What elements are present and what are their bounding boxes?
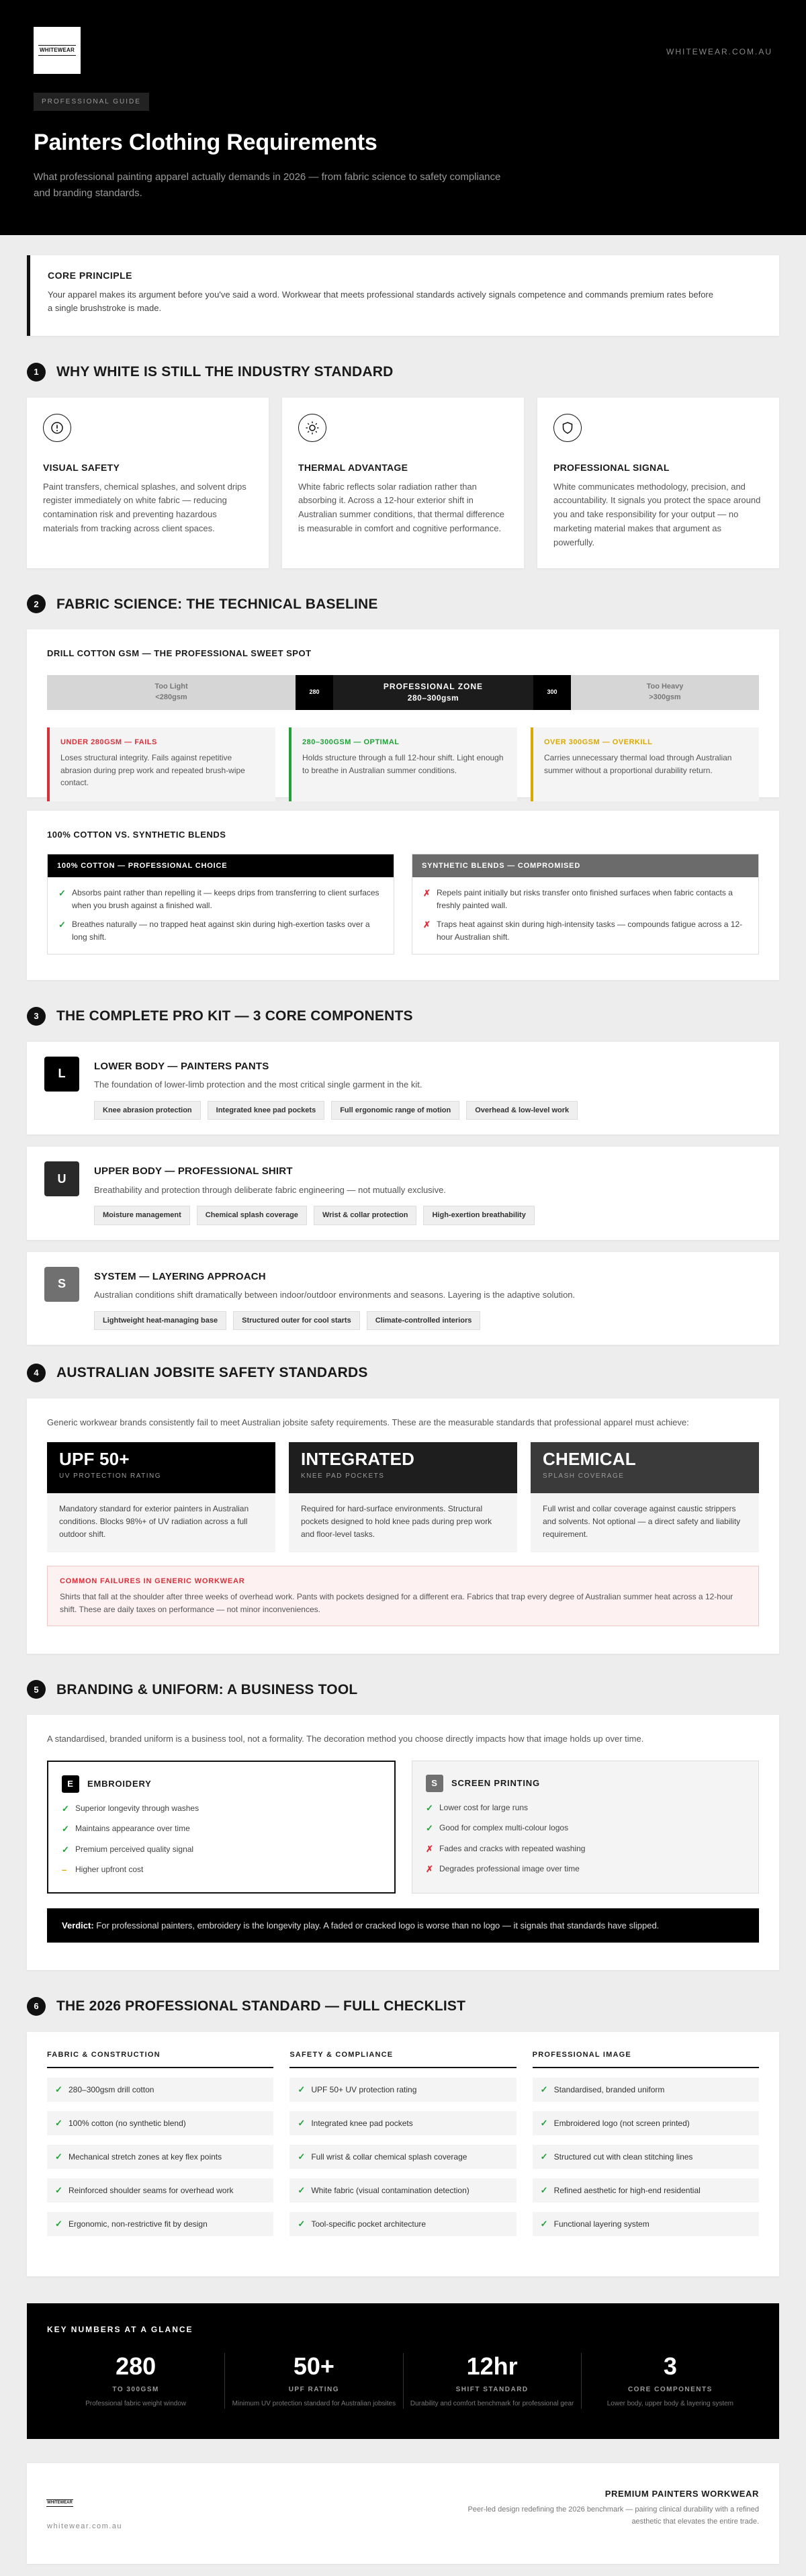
tag: Knee abrasion protection bbox=[94, 1101, 201, 1120]
check-icon: ✓ bbox=[58, 920, 66, 930]
shield-icon bbox=[553, 414, 582, 442]
blend-title: 100% COTTON VS. SYNTHETIC BLENDS bbox=[47, 830, 226, 840]
check-icon: ✓ bbox=[55, 2219, 62, 2229]
screen-printing-column bbox=[412, 1761, 759, 1894]
brand-logo[interactable] bbox=[34, 27, 81, 74]
stat-label: SHIFT STANDARD bbox=[455, 2386, 529, 2394]
list-item bbox=[423, 918, 748, 943]
kit-title: UPPER BODY — PROFESSIONAL SHIRT bbox=[94, 1165, 293, 1177]
standard-value: CHEMICAL bbox=[543, 1449, 636, 1469]
item-text: 280–300gsm drill cotton bbox=[69, 2085, 154, 2094]
list-item bbox=[58, 918, 383, 943]
stat-value: 280 bbox=[116, 2352, 156, 2380]
cotton-column bbox=[47, 854, 394, 955]
sun-icon bbox=[298, 414, 326, 442]
stat-item bbox=[404, 2353, 582, 2409]
checklist-item bbox=[289, 2178, 516, 2203]
item-text: Full wrist & collar chemical splash coverage bbox=[311, 2152, 467, 2162]
kit-tags bbox=[94, 1206, 535, 1225]
item-text: Tool-specific pocket architecture bbox=[311, 2219, 427, 2229]
decoration-comparison bbox=[47, 1761, 759, 1894]
page-title: Painters Clothing Requirements bbox=[34, 130, 377, 155]
zone-overkill bbox=[531, 727, 759, 801]
key-numbers-row bbox=[47, 2353, 759, 2409]
footer-logo[interactable] bbox=[47, 2495, 73, 2512]
footer-title: PREMIUM PAINTERS WORKWEAR bbox=[604, 2488, 759, 2499]
section-title: THE COMPLETE PRO KIT — 3 CORE COMPONENTS bbox=[56, 1008, 413, 1024]
checklist-item bbox=[533, 2145, 759, 2169]
core-text: Your apparel makes its argument before you've said a word. Workwear that meets professional standards actively signals competence and commands premium rates before a single brushstroke is made. bbox=[48, 290, 713, 313]
tag: Overhead & low-level work bbox=[466, 1101, 578, 1120]
section-3-heading bbox=[27, 1006, 779, 1027]
cross-icon: ✗ bbox=[423, 920, 431, 930]
key-numbers-panel bbox=[27, 2303, 779, 2439]
gsm-range: <280gsm bbox=[155, 693, 187, 701]
stat-label: TO 300GSM bbox=[112, 2386, 159, 2394]
standard-label: KNEE PAD POCKETS bbox=[301, 1472, 385, 1480]
card-text: White communicates methodology, precision, and accountability. It signals you protect the space around you and take responsibility for your output — no marketing material makes that argument as powerfully. bbox=[553, 481, 761, 547]
check-icon: ✓ bbox=[298, 2151, 306, 2162]
card-text: White fabric reflects solar radiation rather than absorbing it. Across a 12-hour exterior shift in Australian summer conditions, that thermal difference is measurable in comfort and cognitive performance. bbox=[298, 481, 504, 533]
checklist-item bbox=[289, 2111, 516, 2135]
card-text: Paint transfers, chemical splashes, and solvent drips register immediately on white fabric — reducing contamination risk and preventing hazardous materials from tracking across client spaces. bbox=[43, 481, 247, 533]
stat-desc: Lower body, upper body & layering system bbox=[607, 2400, 733, 2408]
check-icon: ✓ bbox=[540, 2118, 548, 2129]
section-number: 6 bbox=[27, 1997, 46, 2016]
standard-value: UPF 50+ bbox=[59, 1449, 130, 1469]
standard-text: Required for hard-surface environments. Structural pockets designed to hold knee pads during prep work and floor-level tasks. bbox=[301, 1504, 492, 1540]
stat-value: 12hr bbox=[466, 2352, 518, 2380]
footer-url[interactable]: whitewear.com.au bbox=[47, 2522, 123, 2530]
kit-tags bbox=[94, 1101, 578, 1120]
item-text: Breathes naturally — no trapped heat against skin during high-exertion tasks over a long shift. bbox=[72, 920, 370, 942]
item-text: 100% cotton (no synthetic blend) bbox=[69, 2119, 186, 2128]
card-thermal-advantage bbox=[282, 398, 524, 568]
item-text: Reinforced shoulder seams for overhead work bbox=[69, 2186, 234, 2195]
standard-header bbox=[47, 1442, 275, 1493]
list-item bbox=[58, 887, 383, 912]
list-item bbox=[62, 1822, 381, 1836]
checklist-item bbox=[533, 2078, 759, 2102]
section-number: 1 bbox=[27, 363, 46, 382]
kit-text: The foundation of lower-limb protection and the most critical single garment in the kit. bbox=[94, 1079, 422, 1090]
list-item bbox=[426, 1863, 745, 1876]
kit-title: SYSTEM — LAYERING APPROACH bbox=[94, 1270, 266, 1282]
tag: Wrist & collar protection bbox=[314, 1206, 417, 1225]
list-item bbox=[426, 1822, 745, 1835]
cross-icon: ✗ bbox=[423, 888, 431, 898]
embroidery-badge: E bbox=[62, 1775, 79, 1793]
item-text: Repels paint initially but risks transfer onto finished surfaces when fabric contacts a freshly painted wall. bbox=[437, 888, 733, 910]
zone-fails bbox=[47, 727, 275, 801]
card-title: VISUAL SAFETY bbox=[43, 461, 120, 473]
embroidery-column bbox=[47, 1761, 396, 1894]
column-title: EMBROIDERY bbox=[87, 1778, 152, 1789]
item-text: Higher upfront cost bbox=[75, 1865, 144, 1874]
gsm-title: DRILL COTTON GSM — THE PROFESSIONAL SWEET SPOT bbox=[47, 648, 312, 658]
stat-desc: Professional fabric weight window bbox=[85, 2400, 187, 2408]
synthetic-column bbox=[412, 854, 759, 955]
kit-badge: S bbox=[44, 1267, 79, 1302]
item-text: Standardised, branded uniform bbox=[553, 2085, 665, 2094]
item-text: Maintains appearance over time bbox=[75, 1824, 190, 1833]
item-text: Traps heat against skin during high-intensity tasks — compounds fatigue across a 12-hour Australian shift. bbox=[437, 920, 743, 942]
list-item bbox=[62, 1843, 381, 1857]
card-professional-signal bbox=[537, 398, 779, 568]
card-visual-safety bbox=[27, 398, 269, 568]
tag: Full ergonomic range of motion bbox=[331, 1101, 459, 1120]
branding-panel bbox=[27, 1715, 779, 1970]
embroidery-heading bbox=[62, 1775, 381, 1793]
tag: Lightweight heat-managing base bbox=[94, 1311, 226, 1331]
screen-printing-badge: S bbox=[426, 1775, 443, 1792]
check-icon: ✓ bbox=[55, 2084, 62, 2095]
tag: Chemical splash coverage bbox=[197, 1206, 307, 1225]
safety-intro: Generic workwear brands consistently fail to meet Australian jobsite safety requirements. These are the measurable standards that professional apparel must achieve: bbox=[47, 1417, 689, 1427]
check-icon: ✓ bbox=[58, 888, 66, 898]
item-text: Premium perceived quality signal bbox=[75, 1844, 194, 1854]
check-icon: ✓ bbox=[298, 2185, 306, 2196]
gsm-too-light bbox=[47, 675, 296, 710]
section-title: WHY WHITE IS STILL THE INDUSTRY STANDARD bbox=[56, 364, 394, 380]
page-footer bbox=[27, 2463, 779, 2564]
kit-upper-body bbox=[27, 1147, 779, 1240]
check-icon: ✓ bbox=[62, 1844, 69, 1855]
section-2-heading bbox=[27, 594, 779, 615]
check-icon: ✓ bbox=[55, 2185, 62, 2196]
section-4-heading bbox=[27, 1362, 779, 1384]
item-text: Embroidered logo (not screen printed) bbox=[553, 2119, 690, 2128]
screen-printing-heading bbox=[426, 1775, 745, 1792]
kit-badge: U bbox=[44, 1161, 79, 1196]
gsm-label: Too Light bbox=[154, 682, 188, 691]
check-icon: ✓ bbox=[540, 2219, 548, 2229]
section-number: 3 bbox=[27, 1007, 46, 1026]
checklist-item bbox=[533, 2212, 759, 2236]
section-1-heading bbox=[27, 361, 779, 383]
tag: Climate-controlled interiors bbox=[367, 1311, 481, 1331]
blend-comparison bbox=[47, 854, 759, 955]
verdict-label: Verdict: bbox=[62, 1920, 94, 1930]
gsm-label: Too Heavy bbox=[646, 682, 684, 691]
checklist-item bbox=[289, 2212, 516, 2236]
safety-panel bbox=[27, 1398, 779, 1654]
page-subtitle: What professional painting apparel actually demands in 2026 — from fabric science to safety compliance and branding standards. bbox=[34, 171, 501, 199]
key-numbers-title: KEY NUMBERS AT A GLANCE bbox=[47, 2324, 193, 2334]
footer-right bbox=[437, 2483, 759, 2548]
stat-label: UPF RATING bbox=[288, 2386, 340, 2394]
checklist-item bbox=[47, 2178, 273, 2203]
tag: Moisture management bbox=[94, 1206, 190, 1225]
gsm-range: 280–300gsm bbox=[407, 693, 459, 703]
item-text: Fades and cracks with repeated washing bbox=[439, 1843, 586, 1853]
list-item bbox=[426, 1802, 745, 1815]
standard-text: Full wrist and collar coverage against caustic strippers and solvents. Not optional — a direct safety and liability requirement. bbox=[543, 1504, 741, 1540]
list-item bbox=[426, 1842, 745, 1856]
tag: High-exertion breathability bbox=[423, 1206, 534, 1225]
cotton-header: 100% COTTON — PROFESSIONAL CHOICE bbox=[48, 854, 394, 878]
stat-item bbox=[225, 2353, 403, 2409]
stat-item bbox=[47, 2353, 225, 2409]
gsm-range: >300gsm bbox=[649, 693, 681, 701]
main-content bbox=[0, 235, 806, 2564]
kit-badge: L bbox=[44, 1057, 79, 1092]
checklist-item bbox=[533, 2178, 759, 2203]
why-white-cards bbox=[27, 398, 779, 568]
zone-optimal bbox=[289, 727, 517, 801]
item-text: Lower cost for large runs bbox=[439, 1802, 529, 1812]
section-5-heading bbox=[27, 1679, 779, 1701]
hero-top-bar bbox=[34, 27, 772, 74]
check-icon: ✓ bbox=[298, 2084, 306, 2095]
checklist-item bbox=[47, 2078, 273, 2102]
item-text: Absorbs paint rather than repelling it — keeps drips from transferring to client surfaces when you brush against a finished wall. bbox=[72, 888, 379, 910]
gsm-panel bbox=[27, 629, 779, 797]
cross-icon: ✗ bbox=[426, 1864, 433, 1874]
section-number: 5 bbox=[27, 1680, 46, 1699]
standard-text: Mandatory standard for exterior painters in Australian conditions. Blocks 98%+ of UV radiation across a full outdoor shift. bbox=[59, 1504, 249, 1540]
checklist-image bbox=[533, 2049, 759, 2237]
check-icon: ✓ bbox=[298, 2219, 306, 2229]
check-icon: ✓ bbox=[62, 1824, 69, 1834]
stat-label: CORE COMPONENTS bbox=[627, 2386, 713, 2394]
kit-tags bbox=[94, 1311, 575, 1331]
standard-upf bbox=[47, 1442, 275, 1552]
checklist-item bbox=[47, 2145, 273, 2169]
list-item bbox=[62, 1863, 381, 1877]
item-text: Structured cut with clean stitching lines bbox=[553, 2152, 693, 2162]
gsm-marker-low: 280 bbox=[296, 675, 333, 710]
guide-badge: PROFESSIONAL GUIDE bbox=[34, 93, 149, 111]
synthetic-header: SYNTHETIC BLENDS — COMPROMISED bbox=[412, 854, 758, 878]
zone-title: 280–300GSM — OPTIMAL bbox=[302, 738, 400, 746]
check-icon: ✓ bbox=[540, 2084, 548, 2095]
section-title: AUSTRALIAN JOBSITE SAFETY STANDARDS bbox=[56, 1365, 368, 1380]
alert-circle-icon bbox=[43, 414, 71, 442]
standard-label: UV PROTECTION RATING bbox=[59, 1472, 162, 1480]
common-failures-callout bbox=[47, 1566, 759, 1627]
stat-desc: Durability and comfort benchmark for professional gear bbox=[410, 2400, 574, 2408]
stat-value: 3 bbox=[663, 2352, 677, 2380]
core-principle-callout bbox=[27, 255, 779, 336]
kit-system-layering bbox=[27, 1252, 779, 1345]
item-text: Refined aesthetic for high-end residential bbox=[553, 2186, 701, 2195]
zone-text: Loses structural integrity. Fails against repetitive abrasion during prep work and repeated brush-wipe contact. bbox=[60, 753, 245, 788]
verdict-text: For professional painters, embroidery is the longevity play. A faded or cracked logo is worse than no logo — it signals that standards have slipped. bbox=[93, 1920, 660, 1930]
check-icon: ✓ bbox=[426, 1823, 433, 1833]
zone-title: UNDER 280GSM — FAILS bbox=[60, 738, 157, 746]
item-text: White fabric (visual contamination detection) bbox=[311, 2186, 469, 2195]
check-icon: ✓ bbox=[540, 2185, 548, 2196]
check-icon: ✓ bbox=[55, 2118, 62, 2129]
section-title: FABRIC SCIENCE: THE TECHNICAL BASELINE bbox=[56, 596, 378, 612]
gsm-label: PROFESSIONAL ZONE bbox=[383, 681, 484, 691]
standard-chemical bbox=[531, 1442, 759, 1552]
tag: Structured outer for cool starts bbox=[233, 1311, 360, 1331]
kit-lower-body bbox=[27, 1042, 779, 1135]
cross-icon: ✗ bbox=[426, 1843, 433, 1854]
blend-panel bbox=[27, 811, 779, 980]
verdict-banner bbox=[47, 1908, 759, 1943]
checklist-item bbox=[289, 2078, 516, 2102]
kit-text: Australian conditions shift dramatically between indoor/outdoor environments and seasons. Layering is the adaptive solution. bbox=[94, 1290, 576, 1300]
checklist-columns bbox=[47, 2049, 759, 2237]
stat-item bbox=[582, 2353, 759, 2409]
section-number: 2 bbox=[27, 594, 46, 613]
footer-text: Peer-led design redefining the 2026 benchmark — pairing clinical durability with a refined aesthetic that elevates the entire trade. bbox=[467, 2505, 759, 2526]
item-text: Good for complex multi-colour logos bbox=[439, 1823, 569, 1832]
list-item bbox=[423, 887, 748, 912]
logo-text: WHITEWEAR bbox=[38, 45, 76, 56]
footer-logo-text: WHITEWEAR bbox=[46, 2499, 73, 2507]
kit-title: LOWER BODY — PAINTERS PANTS bbox=[94, 1060, 269, 1072]
failures-title: COMMON FAILURES IN GENERIC WORKWEAR bbox=[60, 1576, 245, 1585]
item-text: Superior longevity through washes bbox=[75, 1803, 199, 1813]
item-text: Ergonomic, non-restrictive fit by design bbox=[69, 2219, 208, 2229]
section-6-heading bbox=[27, 1996, 779, 2017]
standard-knee-pads bbox=[289, 1442, 517, 1552]
card-title: THERMAL ADVANTAGE bbox=[298, 461, 408, 473]
check-icon: ✓ bbox=[298, 2118, 306, 2129]
checklist-item bbox=[47, 2212, 273, 2236]
core-title: CORE PRINCIPLE bbox=[48, 270, 133, 281]
safety-standards bbox=[47, 1442, 759, 1552]
section-title: THE 2026 PROFESSIONAL STANDARD — FULL CHECKLIST bbox=[56, 1998, 466, 2014]
hero-header bbox=[0, 0, 806, 235]
check-icon: ✓ bbox=[540, 2151, 548, 2162]
check-icon: ✓ bbox=[55, 2151, 62, 2162]
gsm-zones bbox=[47, 727, 759, 801]
gsm-scale-bar bbox=[47, 675, 759, 710]
section-number: 4 bbox=[27, 1364, 46, 1382]
standard-label: SPLASH COVERAGE bbox=[543, 1472, 625, 1480]
checklist-heading: FABRIC & CONSTRUCTION bbox=[47, 2049, 273, 2069]
checklist-heading: PROFESSIONAL IMAGE bbox=[533, 2049, 759, 2069]
stat-desc: Minimum UV protection standard for Australian jobsites bbox=[232, 2400, 396, 2408]
checklist-fabric bbox=[47, 2049, 273, 2237]
checklist-item bbox=[533, 2111, 759, 2135]
dash-icon: – bbox=[62, 1865, 67, 1875]
gsm-too-heavy bbox=[571, 675, 759, 710]
standard-value: INTEGRATED bbox=[301, 1449, 415, 1469]
item-text: Functional layering system bbox=[553, 2219, 650, 2229]
zone-text: Carries unnecessary thermal load through Australian summer without a proportional durability return. bbox=[544, 753, 732, 775]
item-text: Integrated knee pad pockets bbox=[311, 2119, 413, 2128]
standard-header bbox=[289, 1442, 517, 1493]
item-text: Mechanical stretch zones at key flex points bbox=[69, 2152, 222, 2162]
checklist-item bbox=[289, 2145, 516, 2169]
zone-text: Holds structure through a full 12-hour shift. Light enough to breathe in Australian summer conditions. bbox=[302, 753, 504, 775]
check-icon: ✓ bbox=[62, 1803, 69, 1814]
item-text: UPF 50+ UV protection rating bbox=[311, 2085, 417, 2094]
checklist-safety bbox=[289, 2049, 516, 2237]
checklist-heading: SAFETY & COMPLIANCE bbox=[289, 2049, 516, 2069]
footer-left bbox=[47, 2483, 122, 2548]
tag: Integrated knee pad pockets bbox=[208, 1101, 325, 1120]
list-item bbox=[62, 1802, 381, 1816]
column-title: SCREEN PRINTING bbox=[451, 1777, 540, 1788]
stat-value: 50+ bbox=[293, 2352, 334, 2380]
kit-text: Breathability and protection through deliberate fabric engineering — not mutually exclusive. bbox=[94, 1184, 446, 1195]
standard-header bbox=[531, 1442, 759, 1493]
section-title: BRANDING & UNIFORM: A BUSINESS TOOL bbox=[56, 1681, 358, 1697]
failures-text: Shirts that fall at the shoulder after three weeks of overhead work. Pants with pockets designed for a different era. Fabrics that trap every degree of Australian summer heat across a 12-hour shift. These are daily taxes on performance — not minor inconveniences. bbox=[60, 1592, 733, 1615]
checklist-panel bbox=[27, 2032, 779, 2276]
checklist-item bbox=[47, 2111, 273, 2135]
site-url[interactable]: WHITEWEAR.COM.AU bbox=[666, 47, 772, 56]
branding-intro: A standardised, branded uniform is a business tool, not a formality. The decoration method you choose directly impacts how that image holds up over time. bbox=[47, 1734, 644, 1744]
gsm-professional-zone bbox=[333, 675, 533, 710]
card-title: PROFESSIONAL SIGNAL bbox=[553, 461, 670, 473]
check-icon: ✓ bbox=[426, 1802, 433, 1813]
zone-title: OVER 300GSM — OVERKILL bbox=[544, 738, 653, 746]
gsm-marker-high: 300 bbox=[533, 675, 571, 710]
item-text: Degrades professional image over time bbox=[439, 1864, 580, 1873]
